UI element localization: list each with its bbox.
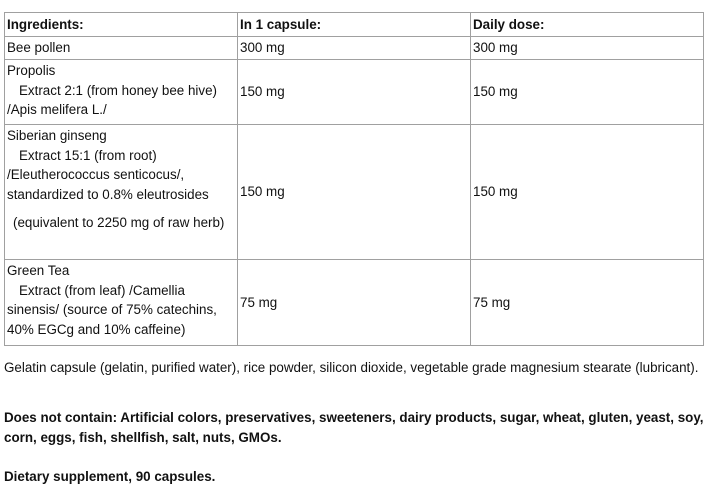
table-row (5, 125, 704, 260)
header-daily-dose: Daily dose: (471, 13, 704, 37)
ingredient-name: Propolis (7, 63, 56, 78)
ingredient-cell (5, 125, 238, 260)
capsule-amount: 300 mg (238, 37, 471, 60)
table-row (5, 37, 704, 60)
daily-amount: 150 mg (471, 60, 704, 125)
table-row (5, 260, 704, 346)
ingredient-detail-text: Extract (from leaf) /Camellia sinensis/ (source of 75% catechins, 40% EGCg and 10% caffeine) (7, 282, 217, 337)
capsule-amount: 150 mg (238, 125, 471, 260)
daily-amount: 150 mg (471, 125, 704, 260)
ingredient-detail (7, 81, 235, 120)
ingredient-cell (5, 260, 238, 346)
ingredient-name: Siberian ginseng (7, 128, 107, 143)
daily-amount: 75 mg (471, 260, 704, 346)
table-header-row (5, 13, 704, 37)
ingredient-detail-text: Extract 15:1 (from root) /Eleutherococcus senticocus/, standardized to 0.8% eleutrosides (7, 147, 209, 202)
ingredient-cell (5, 37, 238, 60)
capsule-amount: 150 mg (238, 60, 471, 125)
ingredient-detail-text: (equivalent to 2250 mg of raw herb) (13, 215, 225, 230)
ingredients-table (4, 12, 704, 346)
capsule-composition-text: Gelatin capsule (gelatin, purified water), rice powder, silicon dioxide, vegetable grade magnesium stearate (lubricant). (4, 360, 699, 375)
ingredient-detail-text: Extract 2:1 (from honey bee hive) /Apis melifera L./ (7, 82, 217, 117)
ingredient-cell (5, 60, 238, 125)
capsule-amount: 75 mg (238, 260, 471, 346)
table-row (5, 60, 704, 125)
header-in-1-capsule: In 1 capsule: (238, 13, 471, 37)
ingredient-name: Green Tea (7, 263, 70, 278)
daily-amount: 300 mg (471, 37, 704, 60)
does-not-contain-text: Does not contain: Artificial colors, preservatives, sweeteners, dairy products, sugar, wheat, gluten, yeast, soy, corn, eggs, fish, shellfish, salt, nuts, GMOs. (4, 410, 704, 445)
dietary-supplement-text: Dietary supplement, 90 capsules. (4, 469, 216, 484)
ingredient-detail (7, 213, 235, 233)
ingredient-name: Bee pollen (7, 40, 71, 55)
ingredient-detail (7, 281, 235, 340)
header-ingredients: Ingredients: (5, 13, 238, 37)
product-info (4, 12, 704, 484)
ingredient-detail (7, 146, 235, 205)
